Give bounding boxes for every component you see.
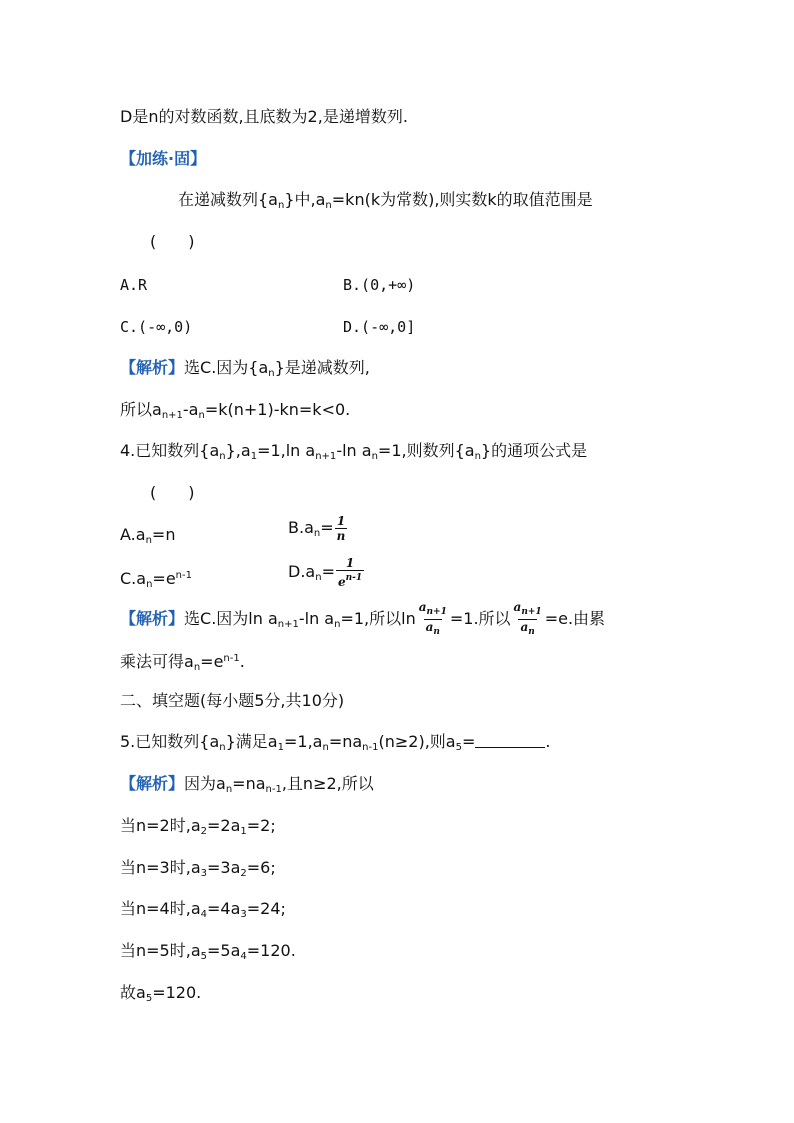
question-jialian: 在递减数列$\{a_n\}$中$,a_n=kn(k$为常数),则实数k的取值范围是 [178, 190, 593, 211]
answer-paren: ( ) [150, 232, 195, 251]
answer-paren-4: ( ) [150, 483, 195, 502]
solution-jialian-line2: 所以$a_{n+1}-a_n=k(n+1)-kn=k<0$. [120, 400, 351, 421]
fraction-1-over-e-power: $\frac{1}{e^{n-1}}$ [337, 556, 363, 589]
fraction-ratio-2: $\frac{a_{n+1}}{a_n}$ [513, 600, 542, 637]
solution-5-case-5: 当n=5时$,a_5=5a_4=120$. [120, 941, 296, 962]
option-a: A.R [120, 276, 148, 294]
section-heading-fill-in: 二、填空题(每小题5分,共10分) [120, 691, 345, 710]
solution-5-case-2: 当n=2时$,a_2=2a_1=2$; [120, 816, 276, 837]
q4-option-c: $C.a_n=e^{n-1}$ [120, 569, 192, 590]
q4-option-a: $A.a_n=n$ [120, 525, 176, 546]
option-b: B.(0,+∞) [343, 276, 416, 294]
jialian-tag: 【加练·固】 [120, 149, 207, 168]
option-c: C.(-∞,0) [120, 318, 193, 336]
fraction-1-over-n: $\frac{1}{n}$ [336, 514, 346, 543]
answer-blank [475, 733, 545, 748]
solution-4-line1: 【解析】选C.因为$\ln a_{n+1}-\ln$ $a_n=1$,所以ln $\frac{a_{n+1}}{a_n}$ =1.所以 $\frac{a_{n+1}}{a_n}$ =e.由累 [120, 600, 606, 637]
solution-4-line2: 乘法可得$a_n=e^{n-1}$. [120, 652, 245, 673]
solution-5-case-3: 当n=3时$,a_3=3a_2=6$; [120, 858, 276, 879]
jiexi-tag: 【解析】 [120, 358, 185, 377]
q4-option-b: $B.a_n=$ $\frac{1}{n}$ [288, 514, 346, 543]
line-d-statement: D是n的对数函数,且底数为2,是递增数列. [120, 107, 408, 126]
solution-jialian-line1: 【解析】选C.因为$\{a_n\}$是递减数列, [120, 358, 370, 379]
solution-5-case-4: 当n=4时$,a_4=4a_3=24$; [120, 899, 286, 920]
q4-option-d: $D.a_n=$ $\frac{1}{e^{n-1}}$ [288, 556, 363, 589]
question-5: 5.已知数列$\{a_n\}$满足$a_1=1,a_n=na_{n-1}(n\ge 2)$,则$a_5=$ . [120, 732, 551, 753]
option-d: D.(-∞,0] [343, 318, 416, 336]
solution-5-conclusion: 故$a_5=120$. [120, 983, 202, 1004]
fraction-ratio: $\frac{a_{n+1}}{a_n}$ [418, 600, 447, 637]
solution-5-line1: 【解析】因为$a_n=na_{n-1}$,且n≥2,所以 [120, 774, 374, 795]
question-4: 4.已知数列$\{a_n\},a_1=1,\ln$ $a_{n+1}-\ln$ $a_n=1$,则数列$\{a_n\}$的通项公式是 [120, 441, 588, 462]
